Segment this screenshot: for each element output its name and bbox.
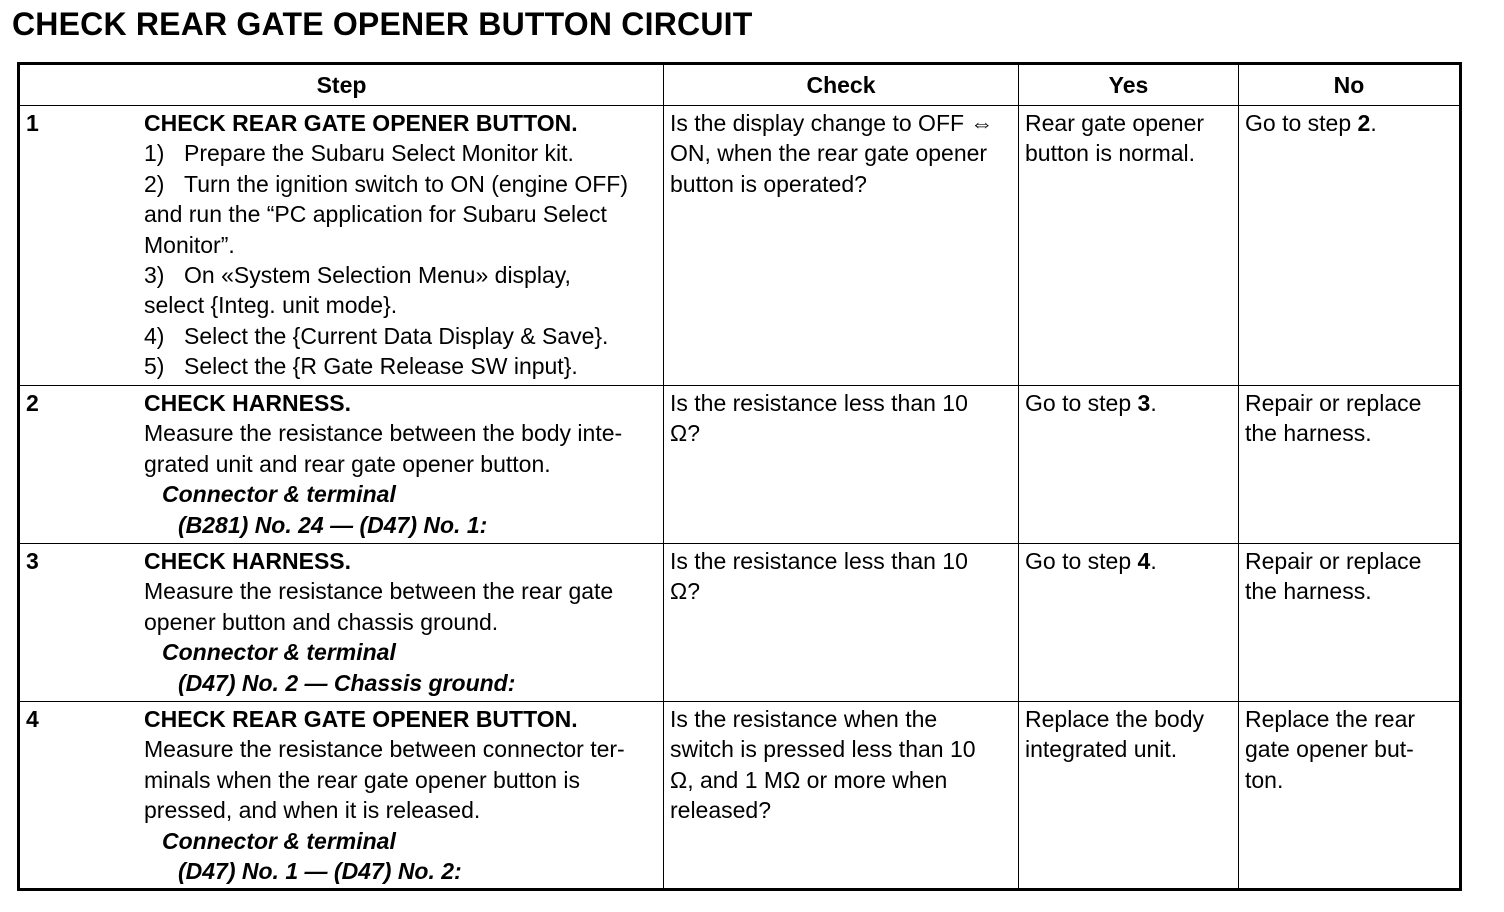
procedure-continuation: select {Integ. unit mode}. <box>144 292 398 319</box>
table-row <box>19 106 1461 386</box>
connector-label: Connector & terminal <box>162 481 396 508</box>
connector-terminal: (B281) No. 24 — (D47) No. 1: <box>178 511 488 538</box>
yes-text: Go to step <box>1025 390 1138 416</box>
no-text: the harness. <box>1245 578 1372 605</box>
no-text: the harness. <box>1245 420 1372 447</box>
step-number: 3 <box>26 548 39 574</box>
step-number: 2 <box>26 390 39 416</box>
table-row <box>19 702 1461 890</box>
step-cell <box>19 544 664 702</box>
step-title: CHECK HARNESS. <box>144 390 352 416</box>
no-cell <box>1239 702 1461 890</box>
step-title: CHECK REAR GATE OPENER BUTTON. <box>144 110 578 136</box>
no-text-end: . <box>1370 110 1377 136</box>
step-description: minals when the rear gate opener button is <box>144 766 580 793</box>
check-cell <box>664 106 1019 386</box>
step-description: Measure the resistance between connector ter- <box>144 736 625 763</box>
header-row <box>19 64 1461 106</box>
check-cell <box>664 544 1019 702</box>
yes-text-end: . <box>1150 548 1157 574</box>
check-text: Ω, and 1 MΩ or more when <box>670 766 948 793</box>
connector-terminal: (D47) No. 2 — Chassis ground: <box>178 669 516 696</box>
procedure-text: Select the {R Gate Release SW input}. <box>184 353 578 380</box>
check-cell <box>664 702 1019 890</box>
procedure-item <box>144 138 657 168</box>
no-cell <box>1239 106 1461 386</box>
no-cell <box>1239 544 1461 702</box>
procedure-text: On «System Selection Menu» display, <box>184 262 571 289</box>
check-text: Ω? <box>670 420 700 447</box>
check-text: Is the display change to OFF ⇔ <box>670 110 994 136</box>
step-cell <box>19 106 664 386</box>
yes-text: Go to step <box>1025 548 1138 574</box>
procedure-number: 4) <box>144 322 165 349</box>
no-text: ton. <box>1245 766 1284 793</box>
diagnosis-table <box>17 62 1462 891</box>
table-row <box>19 544 1461 702</box>
step-reference: 4 <box>1137 548 1151 574</box>
yes-cell <box>1019 106 1239 386</box>
check-text: button is operated? <box>670 170 867 197</box>
procedure-item <box>144 321 657 351</box>
no-cell <box>1239 386 1461 544</box>
step-reference: 2 <box>1357 110 1371 136</box>
step-description: pressed, and when it is released. <box>144 797 481 824</box>
step-title: CHECK REAR GATE OPENER BUTTON. <box>144 706 578 732</box>
step-cell <box>19 702 664 890</box>
no-text: Go to step <box>1245 110 1358 136</box>
procedure-number: 2) <box>144 170 165 197</box>
yes-text: integrated unit. <box>1025 736 1178 763</box>
step-description: grated unit and rear gate opener button. <box>144 450 551 477</box>
procedure-text: Turn the ignition switch to ON (engine OFF) <box>184 170 628 197</box>
procedure-item <box>144 351 657 381</box>
page-title: CHECK REAR GATE OPENER BUTTON CIRCUIT <box>12 6 753 42</box>
step-description: Measure the resistance between the rear gate <box>144 578 614 605</box>
header-check: Check <box>664 64 1019 106</box>
procedure-continuation: and run the “PC application for Subaru Select <box>144 201 607 228</box>
check-text: Ω? <box>670 578 700 605</box>
no-text: Repair or replace <box>1245 390 1422 416</box>
check-text: released? <box>670 797 772 824</box>
check-text: ON, when the rear gate opener <box>670 140 988 167</box>
connector-label: Connector & terminal <box>162 827 396 854</box>
procedure-number: 5) <box>144 353 165 380</box>
procedure-number: 3) <box>144 262 165 289</box>
step-number: 1 <box>26 110 39 136</box>
header-no: No <box>1239 64 1461 106</box>
step-description: opener button and chassis ground. <box>144 608 499 635</box>
no-text: Replace the rear <box>1245 706 1416 732</box>
yes-text: button is normal. <box>1025 140 1196 167</box>
procedure-text: Select the {Current Data Display & Save}. <box>184 322 609 349</box>
yes-text: Rear gate opener <box>1025 110 1205 136</box>
check-text: switch is pressed less than 10 <box>670 736 976 763</box>
yes-text-end: . <box>1150 390 1157 416</box>
step-reference: 3 <box>1137 390 1151 416</box>
step-number: 4 <box>26 706 39 732</box>
check-text: Is the resistance less than 10 <box>670 548 968 574</box>
step-cell <box>19 386 664 544</box>
yes-cell <box>1019 544 1239 702</box>
no-text: Repair or replace <box>1245 548 1422 574</box>
no-text: gate opener but- <box>1245 736 1414 763</box>
yes-cell <box>1019 702 1239 890</box>
step-title: CHECK HARNESS. <box>144 548 352 574</box>
yes-text: Replace the body <box>1025 706 1205 732</box>
procedure-number: 1) <box>144 140 165 167</box>
header-yes: Yes <box>1019 64 1239 106</box>
procedure-continuation: Monitor”. <box>144 231 235 258</box>
procedure-item <box>144 169 657 199</box>
check-cell <box>664 386 1019 544</box>
check-text: Is the resistance when the <box>670 706 938 732</box>
connector-label: Connector & terminal <box>162 639 396 666</box>
table-row <box>19 386 1461 544</box>
header-step: Step <box>19 64 664 106</box>
procedure-item <box>144 260 657 290</box>
check-text: Is the resistance less than 10 <box>670 390 968 416</box>
procedure-text: Prepare the Subaru Select Monitor kit. <box>184 140 574 167</box>
yes-cell <box>1019 386 1239 544</box>
connector-terminal: (D47) No. 1 — (D47) No. 2: <box>178 858 462 885</box>
step-description: Measure the resistance between the body inte- <box>144 420 623 447</box>
